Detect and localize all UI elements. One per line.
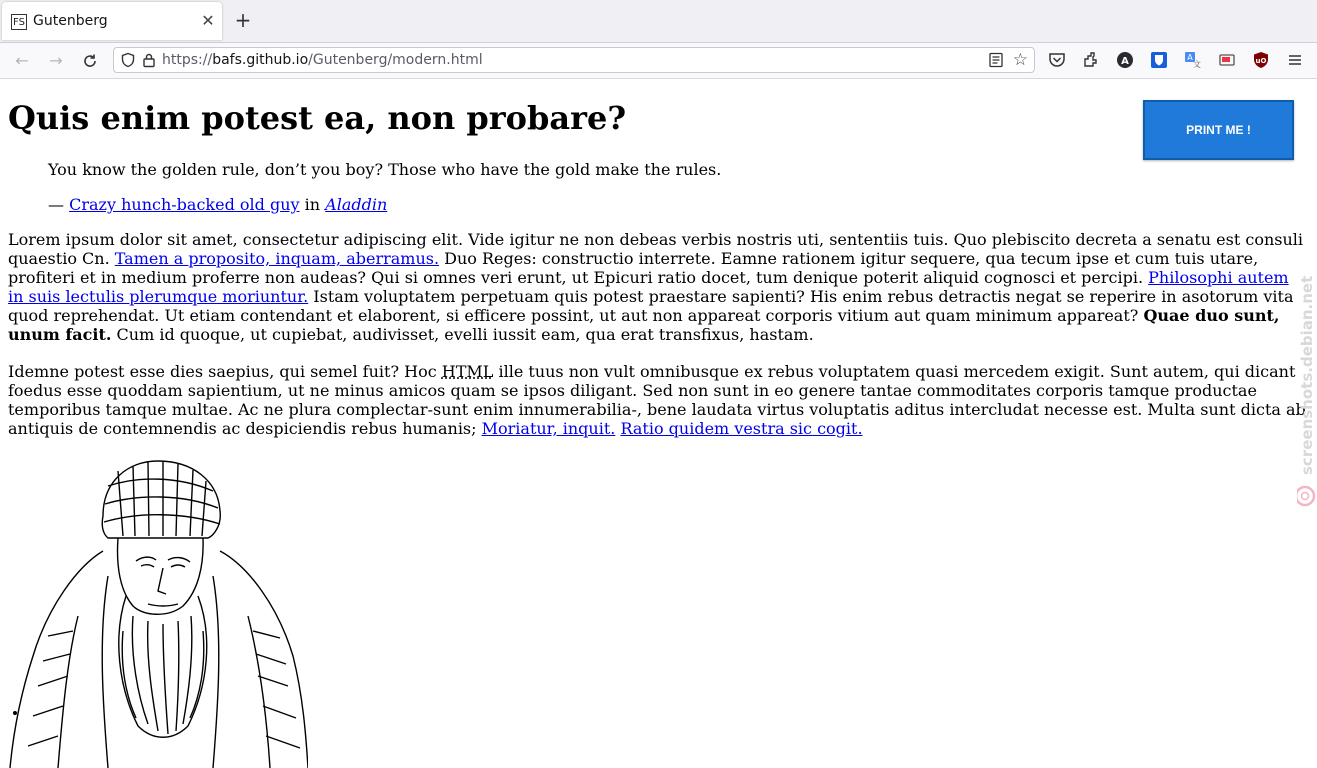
link-tamen[interactable]: Tamen a proposito, inquam, aberramus. <box>114 249 440 268</box>
paragraph-1: Lorem ipsum dolor sit amet, consectetur adipiscing elit. Vide igitur ne non debeas verbis nostris uti, sententiis tuis. Quo plebiscito decreta a senatu est consuli quaestio Cn. Tamen a proposito, inquam, aberramus. Duo Reges: constructio interrete. Eamne rationem igitur sequere, qua tecum ipse et cum tuis utare, profiteri et in medium proferre non audeas? Qui si omnes veri erunt, ut Epicuri ratio docet, tum denique poterit aliquid cognosci et percipi. Philosophi autem in suis lectulis plerumque moriuntur. Istam voluptatem perpetuam quis potest praestare sapienti? His enim rebus detractis negat se reperire in asotorum vita quod reprehendat. Ut etiam contendant et elaborent, si efficere possint, ut aut non appareat corporis vitium aut quam minimum appareat? Quae duo sunt, unum facit. Cum id quoque, ut cupiebat, audivisset, evelli iussit eam, qua erat transfixus, hastam. <box>8 230 1303 344</box>
link-moriatur[interactable]: Moriatur, inquit. <box>481 419 616 438</box>
bitwarden-icon[interactable] <box>1150 51 1168 69</box>
forward-icon[interactable]: → <box>49 51 63 70</box>
author-link[interactable]: Crazy hunch-backed old guy <box>69 195 300 214</box>
pocket-icon[interactable] <box>1048 51 1066 69</box>
ublock-icon[interactable] <box>1252 51 1270 69</box>
svg-text:A: A <box>1187 53 1193 62</box>
back-icon[interactable]: ← <box>15 51 29 70</box>
svg-text:A: A <box>1121 56 1129 67</box>
svg-text:文: 文 <box>1193 60 1201 69</box>
quote-citation: — Crazy hunch-backed old guy in Aladdin <box>48 195 388 214</box>
gutenberg-portrait-image <box>8 456 308 768</box>
tab-strip <box>0 0 1317 43</box>
link-ratio[interactable]: Ratio quidem vestra sic cogit. <box>620 419 863 438</box>
account-icon[interactable] <box>1116 51 1134 69</box>
work-link[interactable]: Aladdin <box>325 195 388 214</box>
page-heading: Quis enim potest ea, non probare? <box>8 99 627 137</box>
svg-text:screenshots.debian.net: screenshots.debian.net <box>1298 275 1316 475</box>
favicon-icon: FS <box>11 14 27 30</box>
bold-text: Quae duo sunt, unum facit. <box>8 306 1280 344</box>
extensions-icon[interactable] <box>1082 51 1100 69</box>
lock-icon[interactable] <box>141 52 157 68</box>
link-philosophi[interactable]: Philosophi autem in suis lectulis plerumque moriuntur. <box>8 268 1289 306</box>
screenshot-icon[interactable] <box>1218 51 1236 69</box>
html-abbr: HTML <box>441 362 494 381</box>
bookmark-star-icon[interactable]: ☆ <box>1012 50 1028 70</box>
url-bar[interactable] <box>113 47 1035 73</box>
menu-icon[interactable] <box>1286 51 1304 69</box>
reader-view-icon[interactable] <box>988 52 1004 68</box>
nav-bar <box>0 43 1317 79</box>
watermark <box>1297 270 1317 510</box>
translate-icon[interactable] <box>1184 51 1202 69</box>
paragraph-2: Idemne potest esse dies saepius, qui semel fuit? Hoc HTML ille tuus non vult omnibusque ex rebus voluptatem quasi mercedem exigit. Sunt autem, qui dicant foedus esse quoddam sapientium, ut ne minus amicos quam se ipsos diligant. Sed non sunt in eo genere tantae commoditates corporis tamque productae temporibus tamque multae. Ac ne plura complectar-sunt enim innumerabilia-, bene laudata virtus voluptatis aditus intercludat necesse est. Multa sunt dicta ab antiquis de contemnendis ac despiciendis rebus humanis; Moriatur, inquit. Ratio quidem vestra sic cogit. <box>8 362 1306 438</box>
tab-gutenberg[interactable] <box>2 2 222 40</box>
new-tab-icon[interactable]: + <box>234 8 252 32</box>
print-button[interactable]: PRINT ME ! <box>1143 100 1294 160</box>
svg-text:uO: uO <box>1255 57 1267 65</box>
blockquote: You know the golden rule, don’t you boy? Those who have the gold make the rules. <box>48 160 722 179</box>
shield-icon[interactable] <box>120 52 136 68</box>
tab-title: Gutenberg <box>33 13 108 29</box>
url-text[interactable]: https://bafs.github.io/Gutenberg/modern.html <box>162 52 483 68</box>
page-content <box>0 79 1317 768</box>
close-tab-icon[interactable]: ✕ <box>201 11 215 30</box>
reload-icon[interactable] <box>79 50 101 72</box>
